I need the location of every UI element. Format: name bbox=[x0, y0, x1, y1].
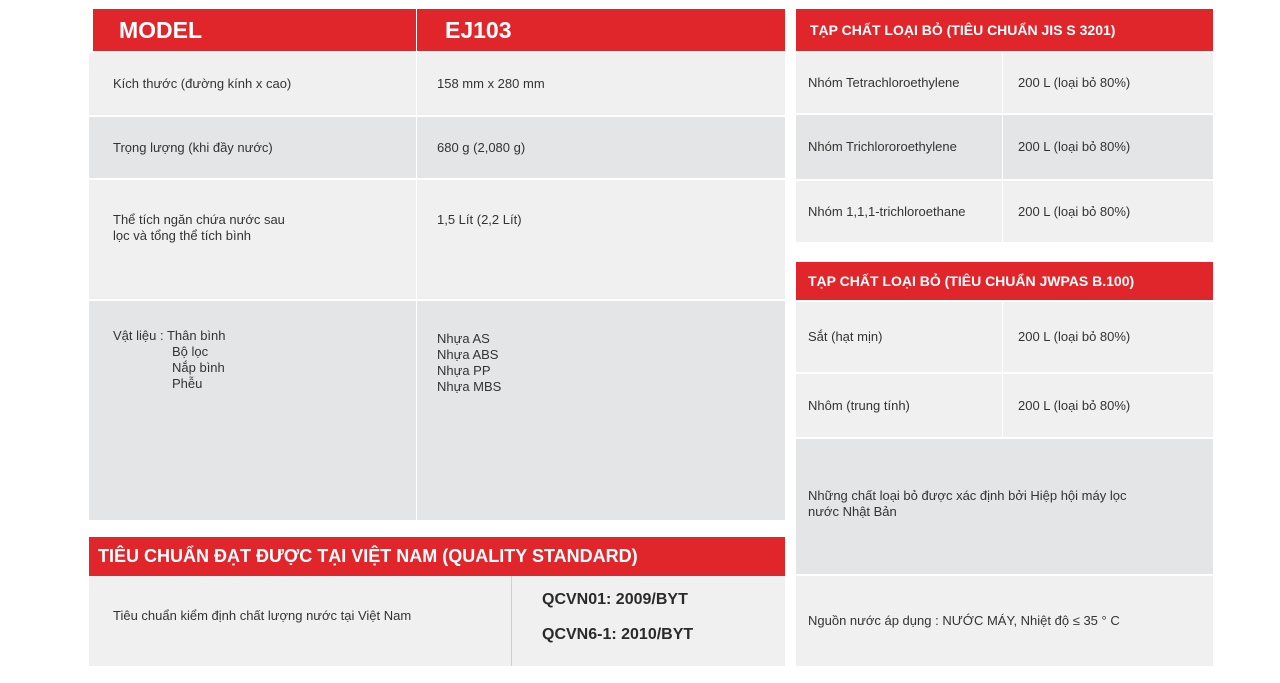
quality-value-2: QCVN6-1: 2010/BYT bbox=[542, 626, 694, 643]
quality-title: TIÊU CHUẨN ĐẠT ĐƯỢC TẠI VIỆT NAM (QUALITY STANDARD) bbox=[98, 546, 638, 566]
jis-row-1: Nhóm Tetrachloroethylene 200 L (loại bỏ 80%) bbox=[796, 53, 1213, 113]
weight-label: Trọng lượng (khi đầy nước) bbox=[113, 139, 273, 155]
jwpas-note: Những chất loại bỏ được xác định bởi Hiệp hội máy lọc nước Nhật Bản bbox=[796, 439, 1213, 574]
quality-value-1: QCVN01: 2009/BYT bbox=[542, 591, 688, 608]
jwpas-header bbox=[796, 262, 1213, 300]
jis-title: TẠP CHẤT LOẠI BỎ (TIÊU CHUẨN JIS S 3201) bbox=[810, 22, 1116, 38]
jis-row-3: Nhóm 1,1,1-trichloroethane 200 L (loại bỏ 80%) bbox=[796, 181, 1213, 242]
jwpas-title: TẠP CHẤT LOẠI BỎ (TIÊU CHUẨN JWPAS B.100) bbox=[808, 273, 1135, 289]
material-label: Vật liệu : Thân bình Bộ lọc Nắp bình Phễu bbox=[113, 328, 226, 391]
jis-column-divider bbox=[1002, 53, 1003, 242]
volume-value: 1,5 Lít (2,2 Lít) bbox=[437, 212, 522, 227]
table-row-weight bbox=[89, 117, 785, 178]
quality-row bbox=[89, 576, 785, 666]
jwpas-row-2: Nhôm (trung tính) 200 L (loại bỏ 80%) bbox=[796, 374, 1213, 437]
jwpas-source: Nguồn nước áp dụng : NƯỚC MÁY, Nhiệt độ ≤ 35 ° C bbox=[796, 576, 1213, 666]
material-values: Nhựa AS Nhựa ABS Nhựa PP Nhựa MBS bbox=[437, 331, 502, 394]
volume-label: Thể tích ngăn chứa nước sau lọc và tổng thể tích bình bbox=[113, 212, 285, 243]
table-row-material bbox=[89, 301, 785, 520]
jis-header bbox=[796, 9, 1213, 51]
model-column-divider bbox=[416, 53, 417, 520]
size-value: 158 mm x 280 mm bbox=[437, 76, 545, 91]
jwpas-row-1: Sắt (hạt mịn) 200 L (loại bỏ 80%) bbox=[796, 302, 1213, 372]
quality-column-divider bbox=[511, 576, 512, 666]
size-label: Kích thước (đường kính x cao) bbox=[113, 76, 292, 91]
model-header-label: MODEL bbox=[119, 16, 203, 43]
table-row-volume bbox=[89, 180, 785, 299]
model-header-value: EJ103 bbox=[445, 16, 512, 43]
jis-row-2: Nhóm Trichlororoethylene 200 L (loại bỏ 80%) bbox=[796, 115, 1213, 179]
quality-header bbox=[89, 537, 785, 576]
jwpas-column-divider bbox=[1002, 302, 1003, 437]
table-row-size bbox=[89, 53, 785, 115]
quality-label: Tiêu chuẩn kiểm định chất lượng nước tại Việt Nam bbox=[113, 608, 412, 623]
weight-value: 680 g (2,080 g) bbox=[437, 139, 526, 155]
model-header bbox=[93, 9, 785, 51]
